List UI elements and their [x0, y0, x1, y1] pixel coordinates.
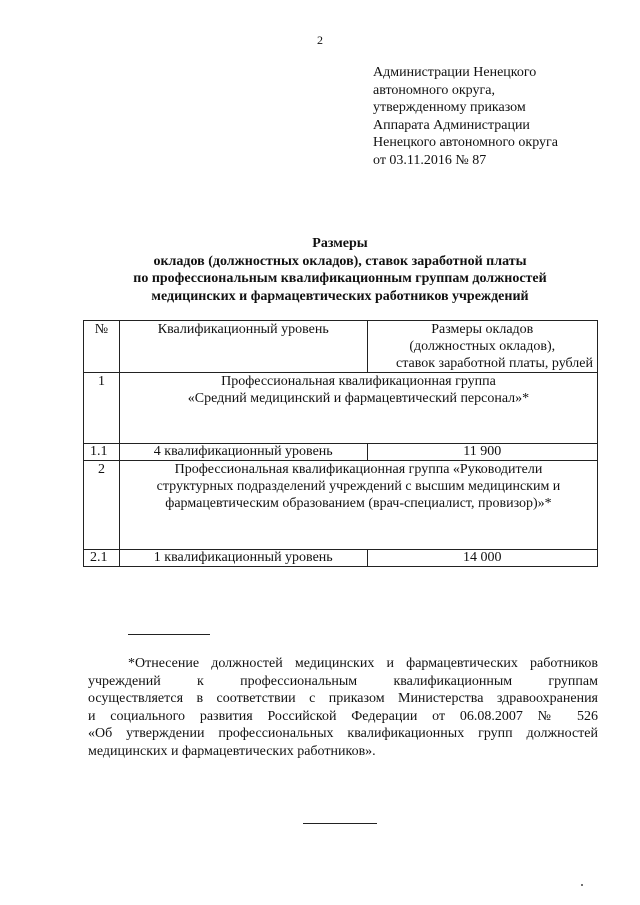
header-size-line: ставок заработной платы, рублей: [396, 356, 593, 371]
group-num: 2: [84, 461, 120, 550]
group-title-line: Профессиональная квалификационная группа: [221, 374, 496, 389]
page-number: 2: [317, 33, 323, 47]
document-title: [80, 235, 600, 305]
footnote-line: учреждений к профессиональным квалификационным группам: [88, 673, 598, 689]
footnote-line: «Об утверждении профессиональных квалификационных групп должностей: [88, 726, 598, 741]
approval-line: Администрации Ненецкого: [373, 65, 537, 80]
footnote-line: и социального развития Российской Федерации от 06.08.2007 № 526: [88, 708, 598, 724]
table-row: [84, 444, 598, 461]
title-line: окладов (должностных окладов), ставок заработной платы: [153, 253, 527, 269]
header-num: №: [84, 321, 120, 373]
table-row: [84, 550, 598, 567]
table-header-row: [84, 321, 598, 373]
group-title-line: Профессиональная квалификационная группа «Руководители: [174, 462, 543, 477]
row-value: 11 900: [367, 444, 598, 461]
footnote-line: *Отнесение должностей медицинских и фармацевтических работников: [128, 656, 598, 671]
table-row-group: [84, 373, 598, 444]
footnote: [88, 655, 598, 760]
group-title-line: фармацевтическим образованием (врач-специалист, провизор)»*: [165, 496, 552, 511]
approval-block: [373, 64, 613, 169]
group-title: [119, 373, 597, 444]
approval-line: автономного округа,: [373, 82, 495, 98]
salary-table: [83, 320, 598, 567]
header-size: [367, 321, 598, 373]
scan-mark: [581, 884, 583, 886]
group-title: [119, 461, 597, 550]
title-line: по профессиональным квалификационным группам должностей: [133, 271, 547, 286]
end-divider: [303, 823, 377, 824]
approval-line: от 03.11.2016 № 87: [373, 152, 487, 168]
group-num: 1: [84, 373, 120, 444]
header-size-line: Размеры окладов: [431, 322, 534, 337]
footnote-line: медицинских и фармацевтических работников».: [88, 743, 376, 759]
footnote-line: осуществляется в соответствии с приказом Министерства здравоохранения: [88, 691, 598, 706]
group-title-line: структурных подразделений учреждений с высшим медицинским и: [156, 479, 561, 494]
approval-line: Ненецкого автономного округа: [373, 135, 558, 150]
title-line: Размеры: [312, 236, 368, 251]
table-row-group: [84, 461, 598, 550]
header-level: Квалификационный уровень: [119, 321, 367, 373]
group-title-line: «Средний медицинский и фармацевтический персонал»*: [187, 391, 530, 406]
title-line: медицинских и фармацевтических работников учреждений: [151, 288, 529, 304]
approval-line: Аппарата Администрации: [373, 117, 530, 133]
footnote-divider: [128, 634, 210, 635]
approval-line: утвержденному приказом: [373, 100, 526, 115]
row-level: 4 квалификационный уровень: [119, 444, 367, 461]
row-num: 2.1: [84, 550, 120, 567]
row-level: 1 квалификационный уровень: [119, 550, 367, 567]
row-num: 1.1: [84, 444, 120, 461]
header-size-line: (должностных окладов),: [409, 339, 556, 354]
row-value: 14 000: [367, 550, 598, 567]
